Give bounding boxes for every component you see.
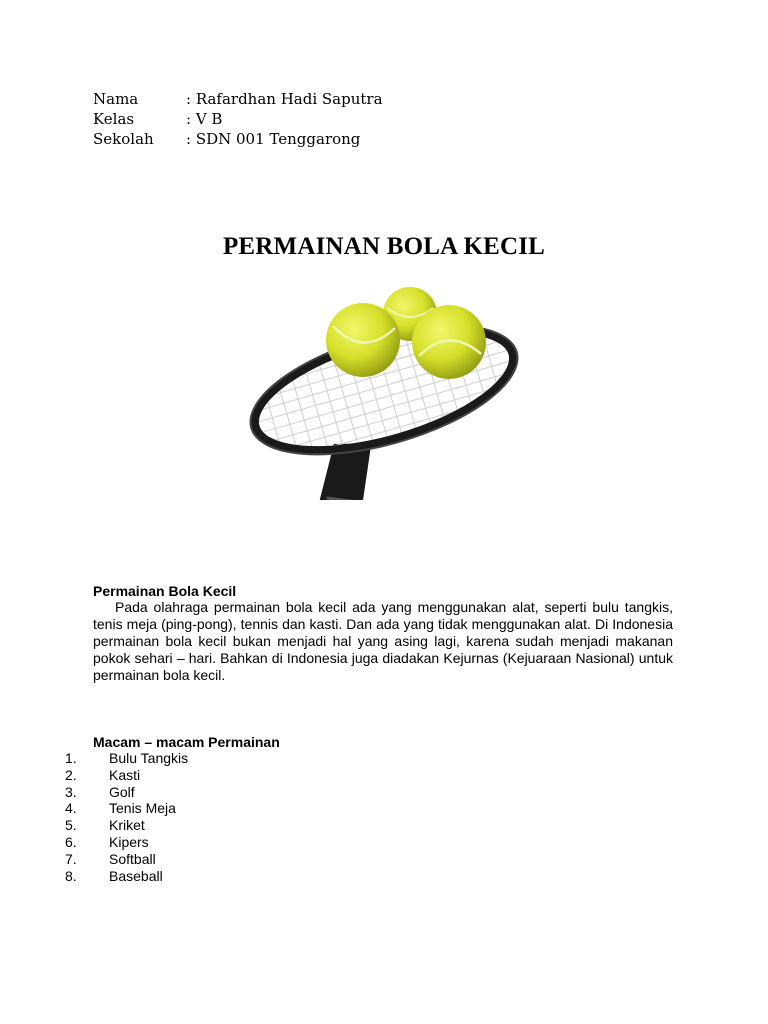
identity-value: : SDN 001 Tenggarong [186, 130, 361, 148]
list-item-label: Softball [109, 850, 156, 867]
tennis-racket-photo [229, 278, 540, 500]
identity-row-school [93, 129, 383, 149]
list-item-number: 4. [65, 800, 77, 817]
list-item-number: 2. [65, 766, 77, 783]
document-title: PERMAINAN BOLA KECIL [222, 233, 546, 260]
list-item-label: Golf [109, 783, 135, 800]
list-item [65, 834, 188, 851]
list-item-label: Kipers [109, 833, 149, 850]
list-item [65, 800, 188, 817]
tennis-ball-icon [412, 305, 486, 379]
games-list-heading: Macam – macam Permainan [93, 734, 280, 750]
list-item [65, 750, 188, 767]
list-item-number: 1. [65, 750, 77, 766]
list-item-label: Bulu Tangkis [109, 750, 189, 766]
list-item-label: Kriket [109, 817, 145, 834]
intro-paragraph: Pada olahraga permainan bola kecil ada yang menggunakan alat, seperti bulu tangkis, tenis meja (ping-pong), tennis dan kasti. Dan ada yang tidak menggunakan alat. Di Indonesia permainan bola kecil bukan menjadi hal yang asing lagi, karena sudah menjadi makanan pokok sehari – hari. Bahkan di Indonesia juga diadakan Kejurnas (Kejuaraan Nasional) untuk permainan bola kecil. [93, 599, 673, 683]
list-item [65, 817, 188, 834]
list-item-number: 8. [65, 867, 77, 884]
list-item [65, 851, 188, 868]
list-item-number: 5. [65, 817, 77, 834]
student-identity-block [93, 89, 383, 149]
list-item-number: 7. [65, 850, 77, 867]
intro-heading: Permainan Bola Kecil [93, 583, 237, 599]
tennis-ball-icon [326, 303, 400, 377]
list-item [65, 767, 188, 784]
identity-label: Nama [93, 90, 139, 108]
identity-row-name [93, 89, 383, 109]
list-item-label: Baseball [109, 867, 163, 884]
list-item [65, 784, 188, 801]
list-item-label: Tenis Meja [109, 800, 176, 817]
list-item [65, 868, 188, 885]
list-item-number: 3. [65, 783, 77, 800]
identity-label: Sekolah [93, 130, 154, 148]
identity-label: Kelas [93, 110, 135, 128]
identity-row-class [93, 109, 383, 129]
identity-value: : V B [186, 110, 223, 128]
games-list [65, 750, 188, 884]
identity-value: : Rafardhan Hadi Saputra [186, 90, 383, 108]
list-item-number: 6. [65, 833, 77, 850]
list-item-label: Kasti [109, 766, 141, 783]
